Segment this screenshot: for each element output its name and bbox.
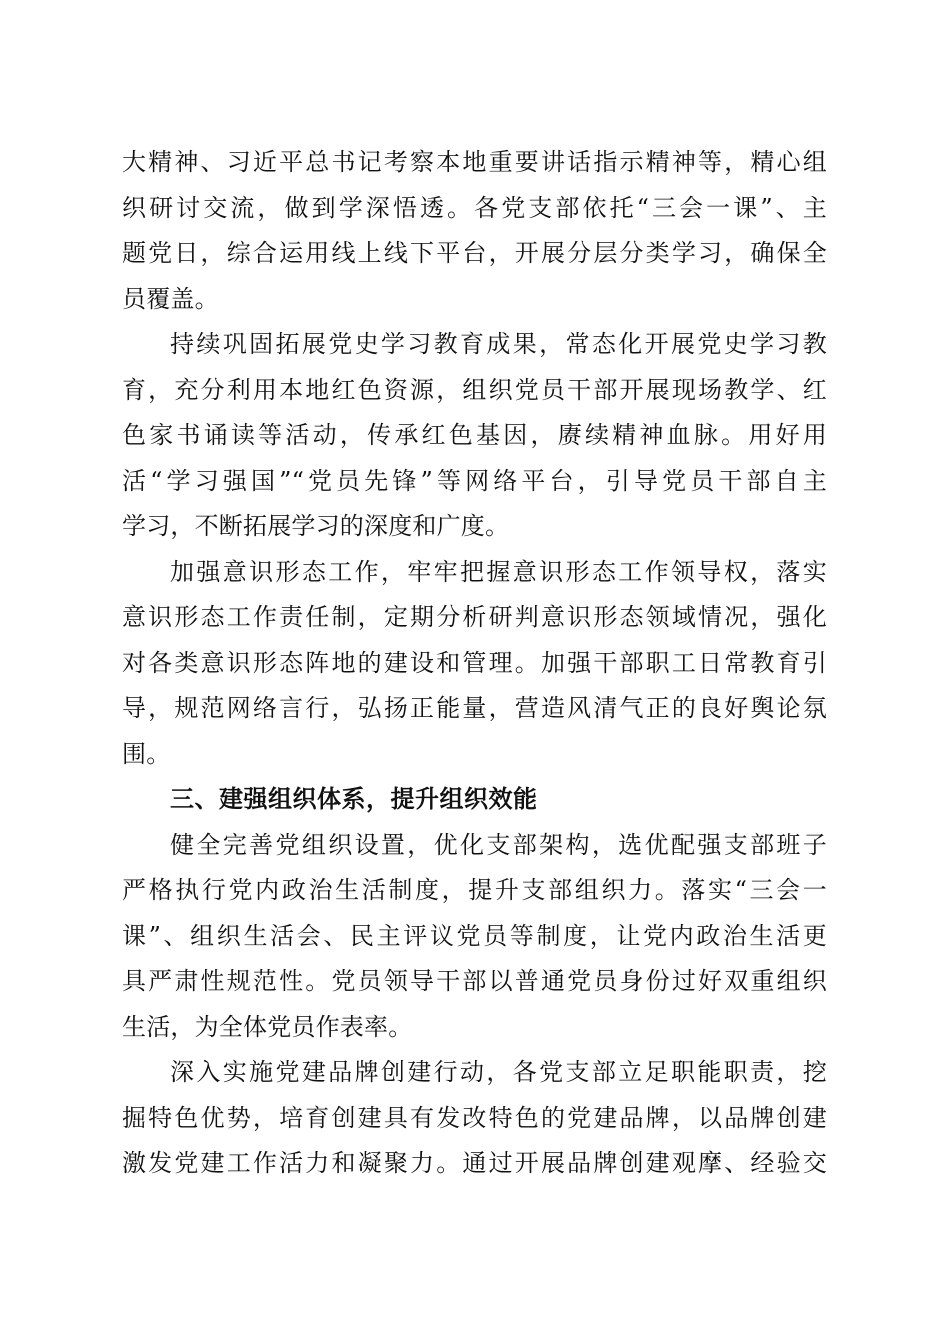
text-line: 导，规范网络言行，弘扬正能量，营造风清气正的良好舆论氛 xyxy=(122,694,827,722)
text-line: 掘特色优势，培育创建具有发改特色的党建品牌，以品牌创建 xyxy=(122,1103,827,1132)
text-line: 严格执行党内政治生活制度，提升支部组织力。落实“三会一 xyxy=(122,876,827,904)
text-line: 育，充分利用本地红色资源，组织党员干部开展现场教学、红 xyxy=(122,375,827,404)
text-line: 深入实施党建品牌创建行动，各党支部立足职能职责，挖 xyxy=(170,1058,827,1086)
text-line: 员覆盖。 xyxy=(122,284,219,313)
text-line: 题党日，综合运用线上线下平台，开展分层分类学习，确保全 xyxy=(122,239,827,267)
paragraph-continued-study xyxy=(122,140,827,322)
paragraph-brand-building xyxy=(122,1050,827,1187)
text-line: 大精神、习近平总书记考察本地重要讲话指示精神等，精心组 xyxy=(122,148,827,176)
text-line: 色家书诵读等活动，传承红色基因，赓续精神血脉。用好用 xyxy=(122,421,827,449)
text-line: 生活，为全体党员作表率。 xyxy=(122,1012,413,1041)
section-heading: 三、建强组织体系，提升组织效能 xyxy=(170,785,538,813)
text-line: 围。 xyxy=(122,739,171,768)
paragraph-ideology-work xyxy=(122,550,827,778)
text-line: 活“学习强国”“党员先锋”等网络平台，引导党员干部自主 xyxy=(122,466,827,495)
text-line: 意识形态工作责任制，定期分析研判意识形态领域情况，强化 xyxy=(122,603,827,631)
text-line: 加强意识形态工作，牢牢把握意识形态工作领导权，落实 xyxy=(170,557,827,586)
document-body xyxy=(122,140,827,1187)
text-line: 持续巩固拓展党史学习教育成果，常态化开展党史学习教 xyxy=(170,330,827,358)
paragraph-organization-setup xyxy=(122,823,827,1051)
text-line: 对各类意识形态阵地的建设和管理。加强干部职工日常教育引 xyxy=(122,648,827,677)
text-line: 激发党建工作活力和凝聚力。通过开展品牌创建观摩、经验交 xyxy=(122,1149,827,1177)
text-line: 学习，不断拓展学习的深度和广度。 xyxy=(122,512,510,540)
paragraph-party-history xyxy=(122,322,827,550)
text-line: 具严肃性规范性。党员领导干部以普通党员身份过好双重组织 xyxy=(122,967,827,995)
text-line: 课”、组织生活会、民主评议党员等制度，让党内政治生活更 xyxy=(122,921,827,950)
text-line: 织研讨交流，做到学深悟透。各党支部依托“三会一课”、主 xyxy=(122,193,827,222)
text-line: 健全完善党组织设置，优化支部架构，选优配强支部班子 xyxy=(170,830,827,859)
